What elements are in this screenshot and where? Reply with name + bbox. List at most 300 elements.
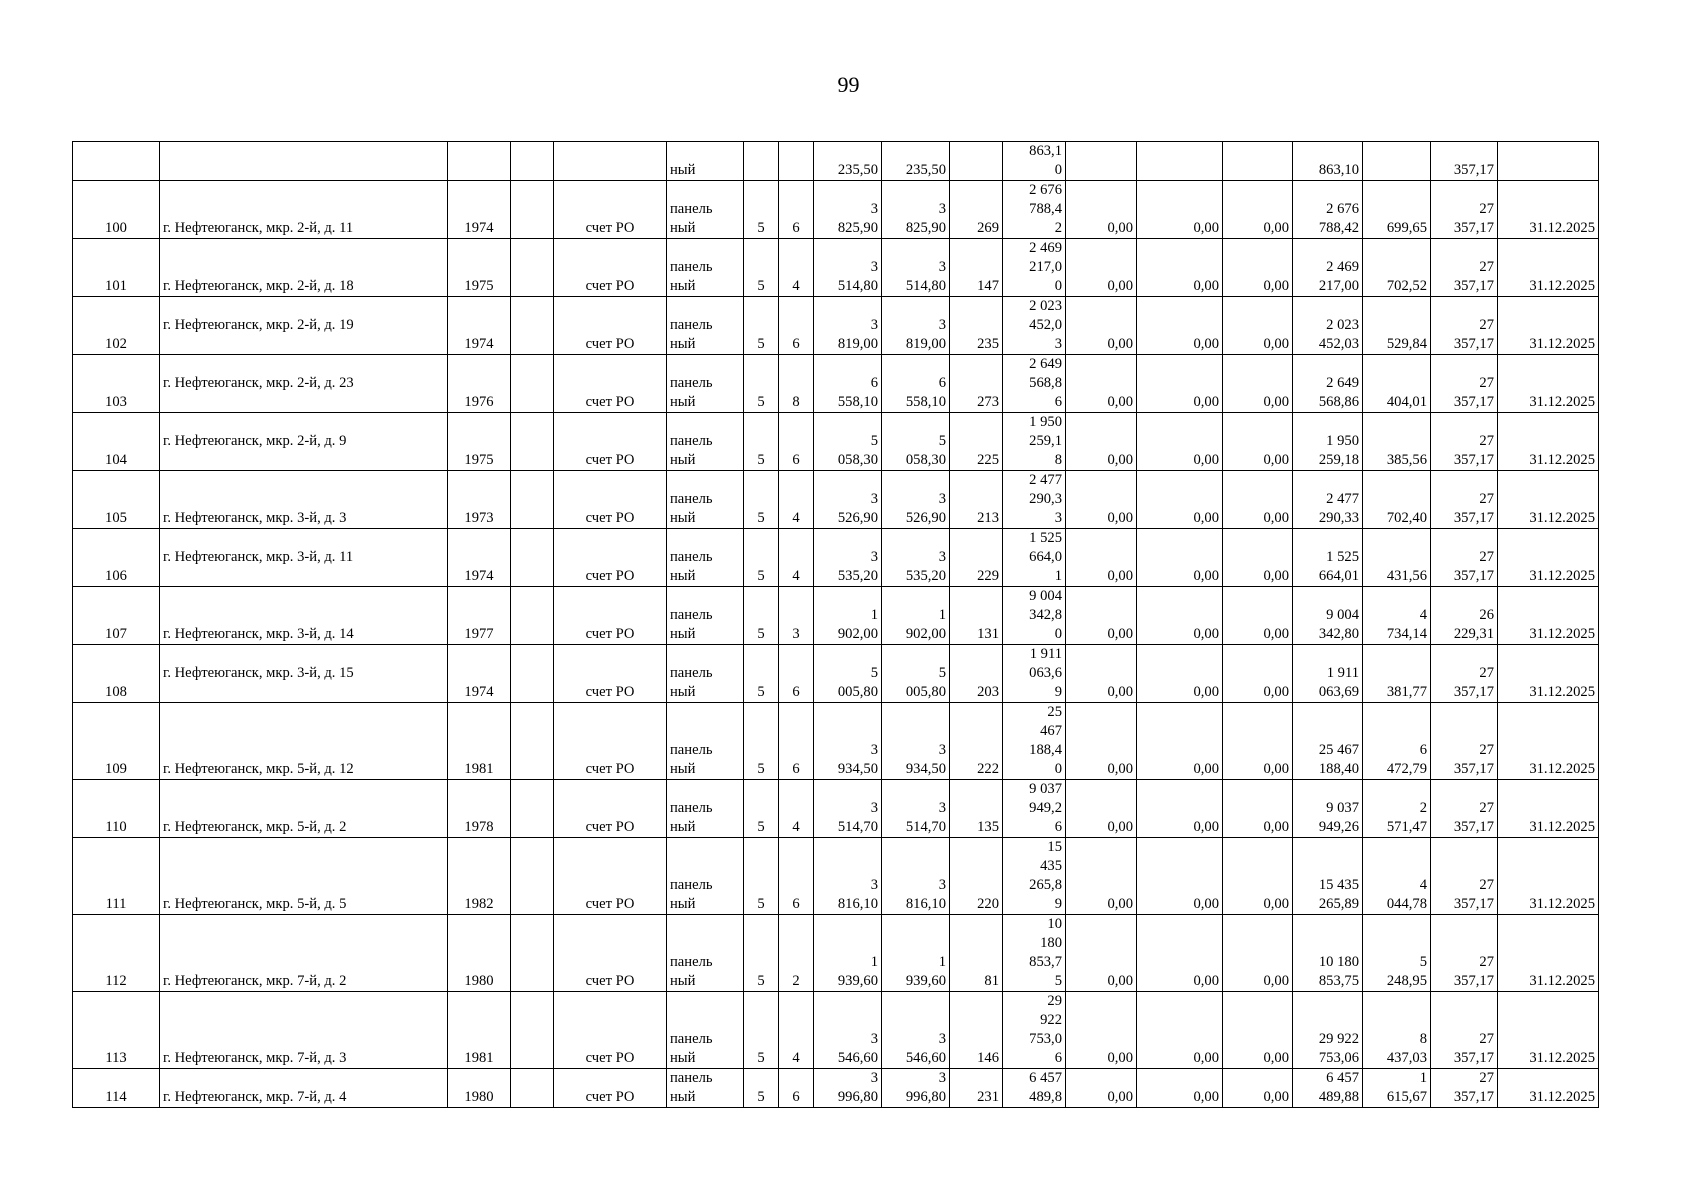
entrances-cell: 6 [779,1069,814,1108]
year-cell: 1974 [448,645,511,703]
total-area-cell: 3 514,80 [814,239,882,297]
living-area-cell: 3 514,70 [882,780,950,838]
total-area-cell: 3 526,90 [814,471,882,529]
entrances-cell: 3 [779,587,814,645]
total-area-cell: 3 819,00 [814,297,882,355]
funding-method-cell: счет РО [554,529,667,587]
floors-cell: 5 [744,703,779,780]
fund-regional-cell: 0,00 [1137,471,1223,529]
living-area-cell: 3 996,80 [882,1069,950,1108]
unit-cost-cell: 702,52 [1363,239,1431,297]
empty-cell [511,915,554,992]
total-area-cell: 1 939,60 [814,915,882,992]
row-number: 113 [73,992,160,1069]
fund-local-cell: 0,00 [1223,529,1293,587]
fund-regional-cell: 0,00 [1137,587,1223,645]
residents-cell [950,142,1003,181]
address-cell: г. Нефтеюганск, мкр. 7-й, д. 4 [160,1069,448,1108]
total-area-cell: 3 934,50 [814,703,882,780]
entrances-cell: 8 [779,355,814,413]
fund-local-cell: 0,00 [1223,471,1293,529]
total-area-cell: 1 902,00 [814,587,882,645]
row-number: 101 [73,239,160,297]
empty-cell [511,181,554,239]
row-number: 105 [73,471,160,529]
funding-method-cell: счет РО [554,645,667,703]
residents-cell: 222 [950,703,1003,780]
fund-regional-cell: 0,00 [1137,645,1223,703]
deadline-cell: 31.12.2025 [1498,992,1599,1069]
floors-cell: 5 [744,645,779,703]
row-number: 108 [73,645,160,703]
fund-regional-cell: 0,00 [1137,413,1223,471]
fund-local-cell: 0,00 [1223,703,1293,780]
fund-owners-cell: 2 649 568,86 [1293,355,1363,413]
row-number: 112 [73,915,160,992]
total-area-cell: 235,50 [814,142,882,181]
limit-cost-cell: 27 357,17 [1431,297,1498,355]
floors-cell [744,142,779,181]
year-cell: 1975 [448,239,511,297]
floors-cell: 5 [744,471,779,529]
address-cell: г. Нефтеюганск, мкр. 7-й, д. 2 [160,915,448,992]
entrances-cell: 4 [779,471,814,529]
unit-cost-cell [1363,142,1431,181]
unit-cost-cell: 6 472,79 [1363,703,1431,780]
limit-cost-cell: 27 357,17 [1431,838,1498,915]
row-number: 102 [73,297,160,355]
fund-local-cell: 0,00 [1223,413,1293,471]
deadline-cell: 31.12.2025 [1498,355,1599,413]
wall-material-cell: панель ный [667,780,744,838]
empty-cell [511,297,554,355]
living-area-cell: 3 526,90 [882,471,950,529]
total-area-cell: 3 514,70 [814,780,882,838]
entrances-cell: 4 [779,529,814,587]
living-area-cell: 3 934,50 [882,703,950,780]
living-area-cell: 3 546,60 [882,992,950,1069]
total-area-cell: 5 005,80 [814,645,882,703]
fund-regional-cell: 0,00 [1137,703,1223,780]
year-cell: 1981 [448,703,511,780]
total-cost-cell: 9 037 949,2 6 [1003,780,1066,838]
row-number: 103 [73,355,160,413]
entrances-cell: 2 [779,915,814,992]
address-cell: г. Нефтеюганск, мкр. 3-й, д. 3 [160,471,448,529]
floors-cell: 5 [744,529,779,587]
fund-federal-cell: 0,00 [1066,780,1137,838]
address-cell [160,142,448,181]
funding-method-cell: счет РО [554,992,667,1069]
floors-cell: 5 [744,1069,779,1108]
residents-cell: 229 [950,529,1003,587]
funding-method-cell: счет РО [554,1069,667,1108]
empty-cell [511,529,554,587]
residents-cell: 146 [950,992,1003,1069]
limit-cost-cell: 27 357,17 [1431,529,1498,587]
wall-material-cell: ный [667,142,744,181]
wall-material-cell: панель ный [667,297,744,355]
limit-cost-cell: 26 229,31 [1431,587,1498,645]
fund-regional-cell: 0,00 [1137,181,1223,239]
table-row [73,355,1599,413]
fund-local-cell: 0,00 [1223,838,1293,915]
deadline-cell: 31.12.2025 [1498,587,1599,645]
year-cell: 1980 [448,915,511,992]
wall-material-cell: панель ный [667,915,744,992]
year-cell: 1976 [448,355,511,413]
limit-cost-cell: 27 357,17 [1431,355,1498,413]
row-number: 104 [73,413,160,471]
total-area-cell: 3 996,80 [814,1069,882,1108]
year-cell: 1980 [448,1069,511,1108]
floors-cell: 5 [744,780,779,838]
total-cost-cell: 1 525 664,0 1 [1003,529,1066,587]
funding-method-cell: счет РО [554,838,667,915]
fund-regional-cell: 0,00 [1137,355,1223,413]
fund-regional-cell: 0,00 [1137,297,1223,355]
fund-regional-cell: 0,00 [1137,1069,1223,1108]
address-cell: г. Нефтеюганск, мкр. 5-й, д. 5 [160,838,448,915]
fund-local-cell [1223,142,1293,181]
fund-federal-cell: 0,00 [1066,413,1137,471]
deadline-cell: 31.12.2025 [1498,780,1599,838]
wall-material-cell: панель ный [667,645,744,703]
residents-cell: 131 [950,587,1003,645]
fund-owners-cell: 863,10 [1293,142,1363,181]
address-cell: г. Нефтеюганск, мкр. 7-й, д. 3 [160,992,448,1069]
deadline-cell: 31.12.2025 [1498,239,1599,297]
residents-cell: 225 [950,413,1003,471]
fund-local-cell: 0,00 [1223,297,1293,355]
address-cell: г. Нефтеюганск, мкр. 3-й, д. 15 [160,645,448,703]
floors-cell: 5 [744,587,779,645]
address-cell: г. Нефтеюганск, мкр. 5-й, д. 2 [160,780,448,838]
funding-method-cell: счет РО [554,587,667,645]
empty-cell [511,239,554,297]
residents-cell: 231 [950,1069,1003,1108]
table-row [73,645,1599,703]
fund-owners-cell: 1 911 063,69 [1293,645,1363,703]
total-area-cell: 3 546,60 [814,992,882,1069]
address-cell: г. Нефтеюганск, мкр. 3-й, д. 14 [160,587,448,645]
fund-federal-cell: 0,00 [1066,587,1137,645]
limit-cost-cell: 27 357,17 [1431,471,1498,529]
fund-regional-cell: 0,00 [1137,239,1223,297]
empty-cell [511,838,554,915]
residents-cell: 81 [950,915,1003,992]
fund-regional-cell [1137,142,1223,181]
funding-method-cell: счет РО [554,355,667,413]
year-cell: 1974 [448,181,511,239]
table-body [73,142,1599,1108]
fund-owners-cell: 1 525 664,01 [1293,529,1363,587]
deadline-cell: 31.12.2025 [1498,297,1599,355]
table-row [73,413,1599,471]
unit-cost-cell: 1 615,67 [1363,1069,1431,1108]
fund-owners-cell: 2 477 290,33 [1293,471,1363,529]
entrances-cell: 6 [779,645,814,703]
residents-cell: 273 [950,355,1003,413]
fund-owners-cell: 29 922 753,06 [1293,992,1363,1069]
wall-material-cell: панель ный [667,181,744,239]
row-number: 114 [73,1069,160,1108]
table-row [73,239,1599,297]
floors-cell: 5 [744,181,779,239]
empty-cell [511,355,554,413]
entrances-cell: 6 [779,703,814,780]
living-area-cell: 3 514,80 [882,239,950,297]
address-cell: г. Нефтеюганск, мкр. 2-й, д. 18 [160,239,448,297]
total-cost-cell: 2 023 452,0 3 [1003,297,1066,355]
fund-local-cell: 0,00 [1223,355,1293,413]
living-area-cell: 5 005,80 [882,645,950,703]
wall-material-cell: панель ный [667,239,744,297]
table-row [73,471,1599,529]
total-cost-cell: 29 922 753,0 6 [1003,992,1066,1069]
address-cell: г. Нефтеюганск, мкр. 2-й, д. 23 [160,355,448,413]
limit-cost-cell: 27 357,17 [1431,239,1498,297]
fund-owners-cell: 25 467 188,40 [1293,703,1363,780]
empty-cell [511,780,554,838]
funding-method-cell [554,142,667,181]
wall-material-cell: панель ный [667,1069,744,1108]
fund-local-cell: 0,00 [1223,1069,1293,1108]
year-cell: 1981 [448,992,511,1069]
total-area-cell: 5 058,30 [814,413,882,471]
unit-cost-cell: 699,65 [1363,181,1431,239]
empty-cell [511,142,554,181]
address-cell: г. Нефтеюганск, мкр. 5-й, д. 12 [160,703,448,780]
limit-cost-cell: 357,17 [1431,142,1498,181]
residents-cell: 147 [950,239,1003,297]
deadline-cell: 31.12.2025 [1498,915,1599,992]
wall-material-cell: панель ный [667,413,744,471]
deadline-cell: 31.12.2025 [1498,1069,1599,1108]
fund-owners-cell: 9 004 342,80 [1293,587,1363,645]
total-cost-cell: 25 467 188,4 0 [1003,703,1066,780]
fund-owners-cell: 6 457 489,88 [1293,1069,1363,1108]
total-area-cell: 3 825,90 [814,181,882,239]
fund-federal-cell: 0,00 [1066,703,1137,780]
unit-cost-cell: 431,56 [1363,529,1431,587]
wall-material-cell: панель ный [667,838,744,915]
fund-owners-cell: 10 180 853,75 [1293,915,1363,992]
fund-federal-cell: 0,00 [1066,471,1137,529]
entrances-cell [779,142,814,181]
total-cost-cell: 863,1 0 [1003,142,1066,181]
floors-cell: 5 [744,239,779,297]
funding-method-cell: счет РО [554,413,667,471]
table-row [73,142,1599,181]
page-number: 99 [837,72,860,97]
living-area-cell: 3 535,20 [882,529,950,587]
fund-federal-cell: 0,00 [1066,1069,1137,1108]
limit-cost-cell: 27 357,17 [1431,645,1498,703]
fund-regional-cell: 0,00 [1137,529,1223,587]
residents-cell: 220 [950,838,1003,915]
fund-local-cell: 0,00 [1223,992,1293,1069]
unit-cost-cell: 404,01 [1363,355,1431,413]
year-cell: 1982 [448,838,511,915]
deadline-cell: 31.12.2025 [1498,471,1599,529]
funding-method-cell: счет РО [554,471,667,529]
unit-cost-cell: 5 248,95 [1363,915,1431,992]
residents-cell: 213 [950,471,1003,529]
living-area-cell: 6 558,10 [882,355,950,413]
entrances-cell: 6 [779,838,814,915]
entrances-cell: 6 [779,413,814,471]
deadline-cell: 31.12.2025 [1498,838,1599,915]
year-cell: 1977 [448,587,511,645]
living-area-cell: 1 939,60 [882,915,950,992]
residents-cell: 135 [950,780,1003,838]
row-number: 106 [73,529,160,587]
fund-federal-cell: 0,00 [1066,915,1137,992]
empty-cell [511,1069,554,1108]
wall-material-cell: панель ный [667,703,744,780]
empty-cell [511,992,554,1069]
fund-local-cell: 0,00 [1223,780,1293,838]
fund-regional-cell: 0,00 [1137,838,1223,915]
total-cost-cell: 2 676 788,4 2 [1003,181,1066,239]
row-number: 109 [73,703,160,780]
table-row [73,587,1599,645]
fund-federal-cell: 0,00 [1066,838,1137,915]
limit-cost-cell: 27 357,17 [1431,1069,1498,1108]
limit-cost-cell: 27 357,17 [1431,703,1498,780]
address-cell: г. Нефтеюганск, мкр. 2-й, д. 11 [160,181,448,239]
fund-owners-cell: 2 676 788,42 [1293,181,1363,239]
fund-local-cell: 0,00 [1223,645,1293,703]
fund-federal-cell: 0,00 [1066,239,1137,297]
unit-cost-cell: 529,84 [1363,297,1431,355]
funding-method-cell: счет РО [554,297,667,355]
fund-owners-cell: 1 950 259,18 [1293,413,1363,471]
floors-cell: 5 [744,915,779,992]
wall-material-cell: панель ный [667,529,744,587]
limit-cost-cell: 27 357,17 [1431,181,1498,239]
year-cell: 1978 [448,780,511,838]
living-area-cell: 3 819,00 [882,297,950,355]
limit-cost-cell: 27 357,17 [1431,992,1498,1069]
entrances-cell: 4 [779,992,814,1069]
table-row [73,297,1599,355]
total-cost-cell: 10 180 853,7 5 [1003,915,1066,992]
floors-cell: 5 [744,297,779,355]
fund-federal-cell: 0,00 [1066,529,1137,587]
total-cost-cell: 6 457 489,8 [1003,1069,1066,1108]
entrances-cell: 4 [779,780,814,838]
address-cell: г. Нефтеюганск, мкр. 3-й, д. 11 [160,529,448,587]
row-number: 110 [73,780,160,838]
wall-material-cell: панель ный [667,587,744,645]
wall-material-cell: панель ный [667,355,744,413]
deadline-cell: 31.12.2025 [1498,645,1599,703]
deadline-cell: 31.12.2025 [1498,703,1599,780]
funding-method-cell: счет РО [554,915,667,992]
deadline-cell: 31.12.2025 [1498,529,1599,587]
fund-owners-cell: 2 023 452,03 [1293,297,1363,355]
fund-regional-cell: 0,00 [1137,992,1223,1069]
fund-owners-cell: 2 469 217,00 [1293,239,1363,297]
total-area-cell: 6 558,10 [814,355,882,413]
fund-local-cell: 0,00 [1223,239,1293,297]
fund-federal-cell [1066,142,1137,181]
wall-material-cell: панель ный [667,471,744,529]
fund-regional-cell: 0,00 [1137,780,1223,838]
residents-cell: 269 [950,181,1003,239]
floors-cell: 5 [744,992,779,1069]
living-area-cell: 1 902,00 [882,587,950,645]
address-cell: г. Нефтеюганск, мкр. 2-й, д. 19 [160,297,448,355]
entrances-cell: 6 [779,297,814,355]
fund-local-cell: 0,00 [1223,915,1293,992]
unit-cost-cell: 702,40 [1363,471,1431,529]
limit-cost-cell: 27 357,17 [1431,413,1498,471]
living-area-cell: 3 825,90 [882,181,950,239]
fund-owners-cell: 9 037 949,26 [1293,780,1363,838]
living-area-cell: 235,50 [882,142,950,181]
fund-federal-cell: 0,00 [1066,992,1137,1069]
fund-owners-cell: 15 435 265,89 [1293,838,1363,915]
fund-local-cell: 0,00 [1223,181,1293,239]
living-area-cell: 5 058,30 [882,413,950,471]
table-row [73,915,1599,992]
address-cell: г. Нефтеюганск, мкр. 2-й, д. 9 [160,413,448,471]
fund-federal-cell: 0,00 [1066,181,1137,239]
fund-regional-cell: 0,00 [1137,915,1223,992]
fund-federal-cell: 0,00 [1066,297,1137,355]
year-cell: 1973 [448,471,511,529]
total-area-cell: 3 535,20 [814,529,882,587]
fund-federal-cell: 0,00 [1066,355,1137,413]
total-cost-cell: 2 477 290,3 3 [1003,471,1066,529]
total-cost-cell: 15 435 265,8 9 [1003,838,1066,915]
total-cost-cell: 1 950 259,1 8 [1003,413,1066,471]
funding-method-cell: счет РО [554,181,667,239]
total-cost-cell: 2 469 217,0 0 [1003,239,1066,297]
row-number: 107 [73,587,160,645]
unit-cost-cell: 4 734,14 [1363,587,1431,645]
funding-method-cell: счет РО [554,239,667,297]
funding-method-cell: счет РО [554,780,667,838]
unit-cost-cell: 385,56 [1363,413,1431,471]
floors-cell: 5 [744,838,779,915]
row-number: 111 [73,838,160,915]
unit-cost-cell: 8 437,03 [1363,992,1431,1069]
empty-cell [511,587,554,645]
floors-cell: 5 [744,355,779,413]
empty-cell [511,471,554,529]
capital-repair-table [72,141,1599,1108]
year-cell [448,142,511,181]
table-row [73,703,1599,780]
residents-cell: 203 [950,645,1003,703]
empty-cell [511,645,554,703]
entrances-cell: 6 [779,181,814,239]
unit-cost-cell: 2 571,47 [1363,780,1431,838]
limit-cost-cell: 27 357,17 [1431,915,1498,992]
year-cell: 1974 [448,529,511,587]
table-row [73,992,1599,1069]
total-cost-cell: 9 004 342,8 0 [1003,587,1066,645]
funding-method-cell: счет РО [554,703,667,780]
unit-cost-cell: 381,77 [1363,645,1431,703]
deadline-cell: 31.12.2025 [1498,181,1599,239]
living-area-cell: 3 816,10 [882,838,950,915]
deadline-cell [1498,142,1599,181]
